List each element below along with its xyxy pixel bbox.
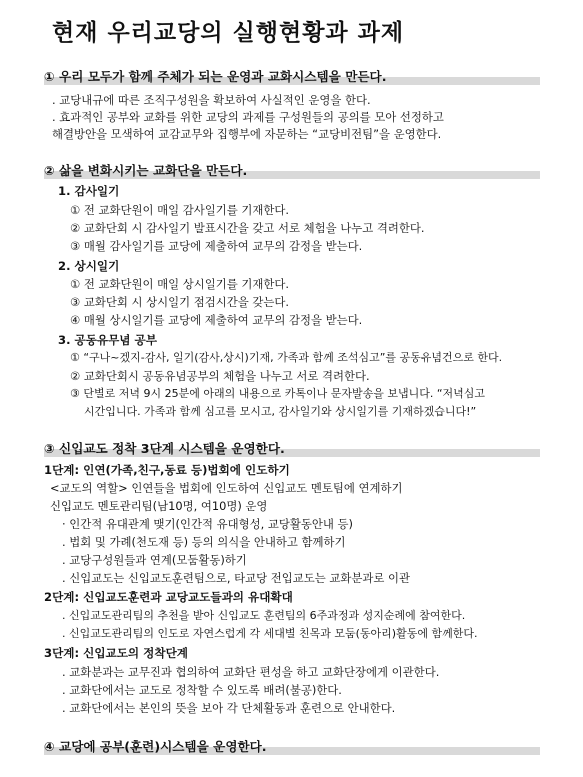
section-3-heading-text: ③ 신입교도 정착 3단계 시스템을 운영한다. bbox=[44, 441, 285, 456]
list-item: ② 교화단회시 공동유념공부의 체험을 나누고 서로 격려한다. bbox=[70, 369, 370, 383]
list-item: ② 교화단회 시 감사일기 발표시간을 갖고 서로 체험을 나누고 격려한다. bbox=[70, 221, 425, 235]
stage-3-line: . 교화단에서는 교도로 정착할 수 있도록 배려(불공)한다. bbox=[62, 683, 342, 697]
section-4-heading bbox=[44, 738, 540, 756]
list-item: ④ 매월 상시일기를 교당에 제출하여 교무의 감정을 받는다. bbox=[70, 313, 363, 327]
stage-1-line: . 교당구성원들과 연계(모둠활동)하기 bbox=[62, 553, 247, 567]
section-3-heading bbox=[44, 440, 540, 458]
subsection-common-study: 3. 공동유무념 공부 bbox=[58, 333, 157, 347]
stage-3-line: . 교화분과는 교무진과 협의하여 교화단 편성을 하고 교화단장에게 이관한다. bbox=[62, 665, 440, 679]
stage-1-line: 신입교도 멘토관리팀(남10명, 여10명) 운영 bbox=[50, 499, 268, 513]
list-item: ① “구나~겠지-감사, 일기(감사,상시)기재, 가족과 함께 조석심고”를 공동유념건으로 한다. bbox=[70, 351, 503, 364]
list-item-continuation: 시간입니다. 가족과 함께 심고를 모시고, 감사일기와 상시일기를 기재하겠습니다!” bbox=[84, 405, 477, 418]
list-item: ① 전 교화단원이 매일 상시일기를 기재한다. bbox=[70, 277, 289, 291]
subsection-gratitude-diary: 1. 감사일기 bbox=[58, 184, 120, 198]
section-4-heading-text: ④ 교당에 공부(훈련)시스템을 운영한다. bbox=[44, 739, 267, 754]
stage-1-line: . 법회 및 가례(천도재 등) 등의 의식을 안내하고 함께하기 bbox=[62, 535, 346, 549]
section-2-heading-text: ② 삶을 변화시키는 교화단을 만든다. bbox=[44, 163, 248, 178]
list-item: ③ 교화단회 시 상시일기 점검시간을 갖는다. bbox=[70, 295, 289, 309]
stage-1-heading: 1단계: 인연(가족,친구,동료 등)법회에 인도하기 bbox=[44, 463, 290, 477]
stage-2-line: . 신입교도관리팀의 인도로 자연스럽게 각 세대별 친목과 모둠(동아리)활동에 함께한다. bbox=[62, 627, 478, 640]
section-1-heading bbox=[44, 68, 540, 86]
stage-2-line: . 신입교도관리팀의 추천을 받아 신입교도 훈련팀의 6주과정과 성지순례에 참여한다. bbox=[62, 609, 466, 622]
document-title: 현재 우리교당의 실행현황과 과제 bbox=[52, 20, 405, 46]
list-item: ③ 단별로 저녁 9시 25분에 아래의 내용으로 카톡이나 문자발송을 보냅니다. “저녁심고 bbox=[70, 387, 486, 400]
stage-3-heading: 3단계: 신입교도의 정착단계 bbox=[44, 646, 188, 660]
subsection-daily-diary: 2. 상시일기 bbox=[58, 259, 120, 273]
section-1-line: . 교당내규에 따른 조직구성원을 확보하여 사실적인 운영을 한다. bbox=[52, 93, 371, 107]
section-1-line: 해결방안을 모색하여 교감교무와 집행부에 자문하는 “교당비전팀”을 운영한다. bbox=[52, 127, 442, 141]
section-1-heading-text: ① 우리 모두가 함께 주체가 되는 운영과 교화시스템을 만든다. bbox=[44, 69, 387, 84]
stage-3-line: . 교화단에서는 본인의 뜻을 보아 각 단체활동과 훈련으로 안내한다. bbox=[62, 701, 396, 715]
stage-2-heading: 2단계: 신입교도훈련과 교당교도들과의 유대확대 bbox=[44, 590, 293, 604]
stage-1-line: · 인간적 유대관계 맺기(인간적 유대형성, 교당활동안내 등) bbox=[62, 517, 353, 531]
list-item: ③ 매월 감사일기를 교당에 제출하여 교무의 감정을 받는다. bbox=[70, 239, 363, 253]
stage-1-line: . 신입교도는 신입교도훈련팀으로, 타교당 전입교도는 교화분과로 이관 bbox=[62, 571, 411, 585]
section-2-heading bbox=[44, 162, 540, 180]
list-item: ① 전 교화단원이 매일 감사일기를 기재한다. bbox=[70, 203, 289, 217]
stage-1-line: <교도의 역할> 인연들을 법회에 인도하여 신입교도 멘토팀에 연계하기 bbox=[50, 481, 403, 495]
section-1-line: . 효과적인 공부와 교화를 위한 교당의 과제를 구성원들의 공의를 모아 선정하고 bbox=[52, 110, 444, 124]
